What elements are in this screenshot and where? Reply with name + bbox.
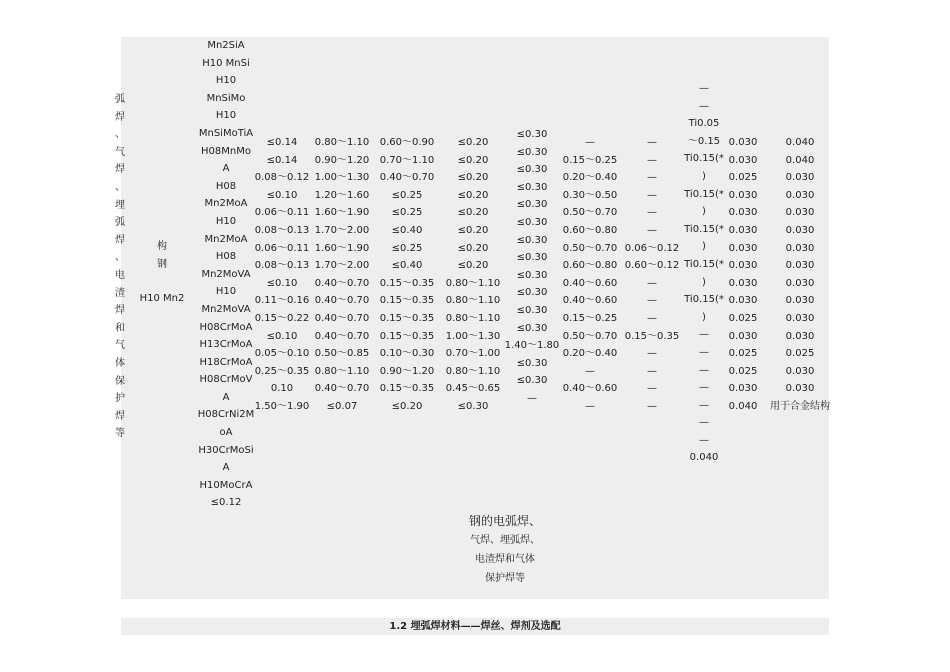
cell: — — [585, 137, 595, 148]
cell: 0.80～1.10 — [445, 295, 501, 307]
cell: 0.20～0.40 — [562, 348, 618, 360]
cell: — — [647, 189, 657, 201]
caption-line-4: 保护焊等 — [485, 573, 525, 584]
cell: 0.030 — [728, 137, 758, 148]
cell: 0.030 — [785, 207, 815, 219]
cell: H08MnMo — [201, 145, 251, 157]
cell: H08 — [215, 180, 237, 192]
cell: 0.40～0.60 — [562, 277, 618, 289]
cell: 0.030 — [785, 189, 815, 201]
cell: ≤0.30 — [516, 357, 548, 369]
cell: 0.15～0.35 — [379, 330, 435, 342]
cell: 、 — [115, 181, 125, 193]
cell: 0.70～1.10 — [379, 154, 435, 166]
cell: 0.025 — [728, 365, 758, 377]
cell: 0.15～0.35 — [379, 312, 435, 324]
cell: 0.030 — [728, 277, 758, 289]
cell: 0.030 — [728, 330, 758, 342]
cell: 0.040 — [689, 452, 719, 464]
cell: — — [647, 224, 657, 236]
cell: — — [647, 154, 657, 166]
cell: 埋 — [115, 199, 125, 211]
cell: 0.030 — [728, 295, 758, 307]
cell: 0.08～0.12 — [254, 172, 310, 184]
cell: ≤0.14 — [266, 137, 298, 148]
steel-grade-left: H10 Mn2 — [139, 293, 185, 304]
cell: ≤0.40 — [391, 224, 423, 236]
cell: 0.15～0.25 — [562, 154, 618, 166]
cell: 和 — [115, 322, 125, 334]
cell: 0.11～0.16 — [254, 295, 310, 307]
cr-column — [443, 134, 503, 416]
cell: Ti0.05 — [688, 118, 720, 130]
cell: 0.08～0.13 — [254, 260, 310, 272]
cell: ≤0.30 — [516, 181, 548, 193]
cell: ) — [702, 276, 706, 288]
cell: ≤0.20 — [457, 189, 489, 201]
cell: 0.20～0.40 — [562, 172, 618, 184]
cell: ≤0.30 — [457, 400, 489, 412]
cell: 0.50～0.70 — [562, 330, 618, 342]
s-column — [724, 134, 762, 416]
cell: H08CrMoA — [199, 321, 253, 333]
cell: 弧 — [115, 94, 125, 105]
cell: ≤0.20 — [457, 207, 489, 219]
cell: 0.40～0.70 — [314, 330, 370, 342]
cell: 0.40～0.60 — [562, 383, 618, 395]
cell: Mn2MoA — [204, 233, 248, 245]
cell: 弧 — [115, 217, 125, 229]
cell: A — [222, 462, 230, 474]
cell: ≤0.40 — [391, 260, 423, 272]
cell: 0.70～1.00 — [445, 348, 501, 360]
cell: ≤0.07 — [326, 400, 358, 412]
cell: — — [699, 434, 709, 446]
cell: 焊 — [115, 111, 125, 123]
cell: H13CrMoA — [199, 339, 253, 351]
cell: H30CrMoSi — [198, 444, 254, 456]
cell: 焊 — [115, 234, 125, 246]
cell: 焊 — [115, 305, 125, 317]
caption-line-3: 电渣焊和气体 — [475, 554, 535, 565]
cell: 0.45～0.65 — [445, 383, 501, 395]
cell: 1.60～1.90 — [314, 242, 370, 254]
cell: 气 — [115, 146, 125, 158]
cell: H08 — [215, 251, 237, 263]
cell: H10 — [215, 215, 237, 227]
cell: 0.030 — [785, 172, 815, 184]
cell: 钢 — [157, 258, 167, 270]
cell: Mn2SiA — [207, 40, 245, 51]
cell: 0.06～0.11 — [254, 207, 310, 219]
cell: 0.50～0.70 — [562, 242, 618, 254]
cell: ≤0.30 — [516, 164, 548, 176]
cell: 0.030 — [785, 242, 815, 254]
cell: — — [585, 400, 595, 412]
cell: ≤0.20 — [391, 400, 423, 412]
cell: Mn2MoA — [204, 198, 248, 210]
cell: ～0.15 — [687, 135, 721, 147]
cell: 0.030 — [728, 224, 758, 236]
cell: Ti0.15(* — [684, 294, 724, 306]
cell: 0.025 — [728, 348, 758, 360]
cell: 0.15～0.35 — [379, 277, 435, 289]
cell: ≤0.30 — [516, 199, 548, 211]
cell: 0.030 — [728, 383, 758, 395]
cell: ≤0.10 — [266, 189, 298, 201]
cell: 0.90～1.20 — [314, 154, 370, 166]
cell: — — [699, 329, 709, 341]
process-label — [113, 91, 127, 443]
cell: Ti0.15(* — [684, 258, 724, 270]
cell: 0.05～0.10 — [254, 348, 310, 360]
cell: ≤0.30 — [516, 252, 548, 264]
cell: ≤0.20 — [457, 224, 489, 236]
cell: H10 MnSi — [202, 57, 250, 69]
cell: 0.15～0.35 — [379, 295, 435, 307]
cell: — — [647, 277, 657, 289]
cell: 0.030 — [785, 330, 815, 342]
cell: 0.40～0.70 — [314, 295, 370, 307]
cell: ) — [702, 206, 706, 218]
cell: ≤0.20 — [457, 242, 489, 254]
cell: — — [647, 207, 657, 219]
cell: 0.08～0.13 — [254, 224, 310, 236]
cell: 0.040 — [785, 137, 815, 148]
cell: ≤0.10 — [266, 277, 298, 289]
cell: Ti0.15(* — [684, 223, 724, 235]
cell: ≤0.14 — [266, 154, 298, 166]
cell: 0.40～0.70 — [379, 172, 435, 184]
cell: 气 — [115, 340, 125, 352]
cell: 0.80～1.10 — [314, 137, 370, 148]
cell: ≤0.30 — [516, 234, 548, 246]
mn-column — [312, 134, 372, 416]
cell: ≤0.30 — [516, 269, 548, 281]
cell: 1.70～2.00 — [314, 260, 370, 272]
cell: 0.50～0.70 — [562, 207, 618, 219]
cell: — — [699, 382, 709, 394]
cell: 0.30～0.50 — [562, 189, 618, 201]
cell: 0.030 — [728, 154, 758, 166]
cell: H08CrMoV — [199, 374, 253, 386]
cell: 0.030 — [785, 277, 815, 289]
cell: 0.90～1.20 — [379, 365, 435, 377]
mo-column — [560, 134, 620, 416]
cell: 0.030 — [728, 260, 758, 272]
cell: 保 — [115, 375, 125, 387]
cell: ≤0.30 — [516, 146, 548, 158]
cell: ≤0.30 — [516, 304, 548, 316]
cell: — — [699, 100, 709, 112]
cell: Mn2MoVA — [201, 268, 251, 280]
cell: 0.15～0.35 — [379, 383, 435, 395]
cell: — — [699, 399, 709, 411]
cell: 用于合金结构 — [770, 400, 830, 412]
cell: ) — [702, 170, 706, 182]
cell: ≤0.30 — [516, 216, 548, 228]
cell: ≤0.12 — [210, 497, 242, 509]
cell: 0.030 — [728, 207, 758, 219]
cell: 、 — [115, 252, 125, 264]
cell: — — [699, 417, 709, 429]
steel-label — [150, 238, 174, 273]
cell: 0.50～0.85 — [314, 348, 370, 360]
cell: H18CrMoA — [199, 356, 253, 368]
cell: 等 — [115, 428, 125, 440]
cell: 构 — [157, 241, 167, 252]
cell: 0.030 — [785, 312, 815, 324]
cell: — — [647, 172, 657, 184]
cell: — — [647, 137, 657, 148]
section-title: 1.2 埋弧焊材料——焊丝、焊剂及选配 — [121, 618, 829, 635]
cell: H10 — [215, 286, 237, 298]
cell: — — [699, 364, 709, 376]
cell: 护 — [115, 393, 125, 405]
cell: 0.15～0.35 — [624, 330, 680, 342]
cell: 0.40～0.60 — [562, 295, 618, 307]
cell: 、 — [115, 129, 125, 141]
cell: 0.10～0.30 — [379, 348, 435, 360]
cell: 0.030 — [785, 295, 815, 307]
cell: — — [647, 295, 657, 307]
cell: ≤0.25 — [391, 189, 423, 201]
c-column — [252, 134, 312, 416]
cell: 电 — [115, 269, 125, 281]
cell: 1.60～1.90 — [314, 207, 370, 219]
cell: — — [647, 400, 657, 412]
cell: 焊 — [115, 410, 125, 422]
cell: Ti0.15(* — [684, 188, 724, 200]
cell: 0.40～0.70 — [314, 312, 370, 324]
cell: — — [699, 83, 709, 94]
cell: 0.030 — [728, 242, 758, 254]
cell: 0.030 — [728, 189, 758, 201]
cell: ≤0.25 — [391, 242, 423, 254]
cell: 1.20～1.60 — [314, 189, 370, 201]
cell: 0.15～0.25 — [562, 312, 618, 324]
v-column — [622, 134, 682, 416]
cell: 0.80～1.10 — [445, 277, 501, 289]
cell: 0.030 — [785, 224, 815, 236]
p-column — [764, 134, 836, 416]
cell: ≤0.30 — [516, 322, 548, 334]
cell: — — [647, 383, 657, 395]
cell: oA — [219, 427, 233, 439]
cell: ≤0.30 — [516, 287, 548, 299]
cell: — — [585, 365, 595, 377]
cell: — — [647, 312, 657, 324]
cell: Mn2MoVA — [201, 303, 251, 315]
cell: ≤0.20 — [457, 260, 489, 272]
cell: ≤0.30 — [516, 375, 548, 387]
cell: H10 — [215, 110, 237, 122]
cell: 0.10 — [270, 383, 294, 395]
cell: — — [647, 348, 657, 360]
cell: MnSiMoTiA — [198, 127, 254, 139]
cell: 0.030 — [785, 260, 815, 272]
cell: 0.60～0.80 — [562, 224, 618, 236]
caption-line-2: 气焊、埋弧焊、 — [470, 535, 540, 546]
cell: 0.60～0.80 — [562, 260, 618, 272]
cell: 0.60～0.12 — [624, 260, 680, 272]
cell: 0.06～0.12 — [624, 242, 680, 254]
cell: 0.60～0.90 — [379, 137, 435, 148]
cell: ≤0.20 — [457, 172, 489, 184]
cell: H10MoCrA — [199, 479, 253, 491]
cell: 0.030 — [785, 383, 815, 395]
cell: 0.06～0.11 — [254, 242, 310, 254]
cell: 0.80～1.10 — [445, 312, 501, 324]
cell: 渣 — [115, 287, 125, 299]
cell: ) — [702, 311, 706, 323]
cell: H10 — [215, 75, 237, 87]
cell: ≤0.10 — [266, 330, 298, 342]
cell: 1.00～1.30 — [314, 172, 370, 184]
cell: 0.40～0.70 — [314, 383, 370, 395]
si-column — [377, 134, 437, 416]
cell: — — [527, 392, 537, 404]
cell: 1.00～1.30 — [445, 330, 501, 342]
cell: 0.80～1.10 — [314, 365, 370, 377]
cell: 0.025 — [785, 348, 815, 360]
cell: ≤0.25 — [391, 207, 423, 219]
cell: 0.15～0.22 — [254, 312, 310, 324]
cell: ≤0.20 — [457, 137, 489, 148]
cell: H08CrNi2M — [197, 409, 255, 421]
cell: 0.40～0.70 — [314, 277, 370, 289]
cell: 0.030 — [785, 365, 815, 377]
ni-column — [502, 126, 562, 408]
cell: 焊 — [115, 164, 125, 176]
cell: 1.50～1.90 — [254, 400, 310, 412]
cell: ≤0.20 — [457, 154, 489, 166]
cell: A — [222, 391, 230, 403]
cell: MnSiMo — [206, 92, 246, 104]
application-caption — [380, 512, 630, 588]
caption-line-1: 钢的电弧焊、 — [468, 514, 541, 528]
cell: 0.025 — [728, 312, 758, 324]
cell: ) — [702, 241, 706, 253]
cell: 1.70～2.00 — [314, 224, 370, 236]
cell: 0.040 — [785, 154, 815, 166]
cell: 1.40～1.80 — [504, 340, 560, 352]
cell: 0.040 — [728, 400, 758, 412]
cell: — — [647, 365, 657, 377]
cell: 体 — [115, 357, 125, 369]
cell: ≤0.30 — [516, 129, 548, 140]
cell: — — [699, 346, 709, 358]
cell: Ti0.15(* — [684, 153, 724, 165]
cell: 0.025 — [728, 172, 758, 184]
cell: 0.25～0.35 — [254, 365, 310, 377]
cell: 0.80～1.10 — [445, 365, 501, 377]
cell: A — [222, 163, 230, 175]
